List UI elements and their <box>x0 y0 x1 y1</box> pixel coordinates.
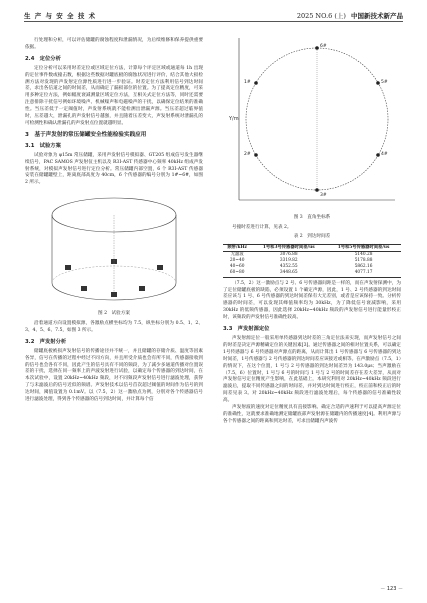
table-cell: 40~60 <box>229 264 245 270</box>
header-journal-name: 中国新技术新产品 <box>351 12 403 20</box>
table-cell: 3076.88 <box>279 251 298 257</box>
sensor-label-5: 5# <box>381 80 388 85</box>
header-section-title: 生 产 与 安 全 技 术 <box>24 12 97 20</box>
right-column <box>223 34 401 426</box>
section-3-3-body: 声发射源定位一般采用单传感器到达时差的三角定位法来实现，而声发射信号之间的时差是决定声源精确定位的关键因素[3]。通过传感器之间的相对位置关系，可以确定1号传感器与 6 号传感器对声源点的距离，从而计算出 1 号传感器与 6 号传感器的到达时间差，1号传感器与 2 号传感器的到达时间差应该接近或相等。在声激励点（7.5，1）的情况下，在这个位置，1 号与 2 号传感器的到达时间差异为 143.0μs；当声激励在（7.5，6）位置时，1 号与 6 号的时间与 1 号与 2 号的时间差存在差大差异，从而对声发射信号定位精度产生影响，在此基础上，本研究利用对 20kHz~40kHz 频段进行滤波后，提取不同传感器之间的时间差，并对到达时间进行校正，校正前和校正后的时间差见表 3。对 20kHz~40kHz 频段进行滤波处理后，每个传感器的信号准确性较高。 <box>223 335 401 404</box>
section-3-2-body: 储罐底板被损声发射信号的传播途径并不统一，并且储罐的存储介质、温度等因素各异，信号在传播的过程中经过不同方向，并且所受介质也会有所不同，传感器接收到的信号也会各有不同，因此产生的信号具有不同的频段，为了减少多通道传播对位置误差的干扰，选择在同一频率上的声波发射进行试验，以确定每个传感器的到达时间，在本次试验中，设置 20kHz~40kHz 频段，对不同频段声发射信号进行滤波处理，获得了与未滤波后的信号近似的频谱。声发射技术以信号首次超过阈值的时间作为信号的到达时间，阈值设置为 0.1mV。以（7.5，2）这一激励点为例，分别对各个传感器信号进行滤波处理，得到各个传感器的信号到达时间，并计算每个信 <box>25 348 203 403</box>
page-header <box>24 11 403 23</box>
left-column <box>25 38 203 404</box>
figure-3-caption: 图 3 直角坐标系 <box>293 214 331 220</box>
figure-3-y-axis-label: Y/m <box>229 116 239 122</box>
table-row <box>223 251 401 258</box>
section-3-1-body: 试验对象为 φ15m 常压储罐，采用声发射信号模拟器、GT205 组成信号发生器继续信号，PAC SAMOS 声发射仪主机以及 R3I-AST 传感器中心频率 40kHz 组成声发射系统，对模拟声发射信号进行定位分析。常压储罐内部空置，6 个 R3I-AST 传感器安装在储罐罐壁上，距离底部高度为 40cm，6 个传感器的编号分别为 1#~6#，如图 2 所示。 <box>25 152 203 186</box>
section-3-heading: 3 基于声发射的常压储罐安全性能检验实践应用 <box>25 131 147 138</box>
sensor-label-1: 1# <box>244 80 251 85</box>
table-2-arrival-time-difference <box>223 244 401 278</box>
table-cell: 4352.55 <box>279 264 298 270</box>
table-2-caption: 表 2 到达时间差 <box>293 233 331 239</box>
table-cell: 4077.17 <box>354 270 373 276</box>
table-cell: 5862.16 <box>354 264 373 270</box>
table-cell: 无滤波 <box>230 251 244 257</box>
table-row <box>223 270 401 277</box>
table-header-1-5: 1号和5号传感器时间差/us <box>337 244 390 250</box>
table-header-band: 频带/kHz <box>227 244 247 250</box>
table-intro: 号撞时差进行计算，见表 2。 <box>232 224 292 230</box>
table-cell: 20~40 <box>229 258 245 264</box>
table-cell: 60~80 <box>229 270 245 276</box>
header-journal-info <box>297 11 403 20</box>
sensor-label-3: 3# <box>320 193 327 198</box>
section-2-4-heading: 2.4 定位分析 <box>25 55 61 62</box>
header-issue: 2025 NO.6 (上) <box>296 12 346 20</box>
table-cell: 3448.65 <box>279 270 298 276</box>
figure-3-coordinate-diagram <box>223 34 401 209</box>
sensor-label-6: 6# <box>320 44 327 49</box>
figure-2-caption: 图 2 试验方案 <box>98 311 130 317</box>
sensor-label-2: 2# <box>244 152 251 157</box>
section-3-3-heading: 3.3 声发射源定位 <box>223 326 270 333</box>
table-header-row <box>223 244 401 251</box>
table-cell: 5140.28 <box>354 251 373 257</box>
intro-paragraph: 行处理和分析，可以评估储罐的腐蚀程度和泄漏情况，为后续维修和保养提供重要依据。 <box>25 38 203 50</box>
figure-2-note: 沿着通道方向设置模拟源，各激励点横坐标均为 7.5，纵坐标分别为 0.5、1、2、3、4、5、6、7.5，如图 3 所示。 <box>25 321 203 333</box>
table-header-1-3: 1号和3号传感器时间差/us <box>262 244 315 250</box>
section-3-1-heading: 3.1 试验方案 <box>25 142 61 149</box>
last-paragraph: 声发射波的速度对定位精度具有直接影响。确定合适的声速利于可以提高声源定位的准确性，这就要求准确地测定储罐底部声发射源在储罐内的传播速度[4]。利用声源与各个传感器之间的距离和到达时差，可求出储罐内声波传 <box>223 405 401 424</box>
table-cell: 3319.82 <box>279 258 298 264</box>
section-2-4-body: 定位分析可以采用时差定位或区域定位方法，计算每个评定区域或通道每 1h 出现的定位事件数或撞击数，根据这些数据对罐底板的腐蚀状况进行评价，结合其他大损检测方法对发现的声发射定位源性质进行进一步验证。时差定位方法利用信号到达时间差，求出各信道之间的时间差，从而确定了漏损部位的位置。为了提高定位精度，可采用多种定位方法，例如幅度衰减测量区域定位方法，互相关式定位方法等，同时还需要注意排除干扰信号例如环境噪声、机械噪声和电磁噪声的干扰，以确保定位结果的准确性。当压差低于一定阈值时，声发射系统就不能检测出泄漏声源。当压差超过临界值时，压差越大，泄漏孔的声发射信号越强，并且随着压差变大，声发射系统对泄漏孔的可检测性和确认泄漏孔的声发射点位置就越明显。 <box>25 65 203 126</box>
post-table-paragraph: （7.5，2）这一激励点与 2 号、6 号传感器间距是一样的，而在声发射探测中，为了定位储罐底板的缺陷，必须设置 1 个确定声源，因此，1 号、2 号传感器的到达时间差应该与 1 号、6 号传感器的到达时间差保有大无差别，或者是应该保持一致。分析传感器的时间差，可以发现其峰值频率均为 30kHz，为了降低信号衰减影响，采用 30kHz 的低频传感器，因此选择 20kHz~40kHz 频段的声发射信号进行能量形校正时，该频段的声发射信号准确性较高。 <box>223 280 401 321</box>
sensor-label-4: 4# <box>381 152 388 157</box>
table-cell: 5178.88 <box>354 258 373 264</box>
header-rule <box>24 21 403 22</box>
page-number: － 123 － <box>380 586 403 592</box>
figure-2-tank-diagram <box>25 187 203 305</box>
section-3-2-heading: 3.2 声发射分析 <box>25 338 67 345</box>
